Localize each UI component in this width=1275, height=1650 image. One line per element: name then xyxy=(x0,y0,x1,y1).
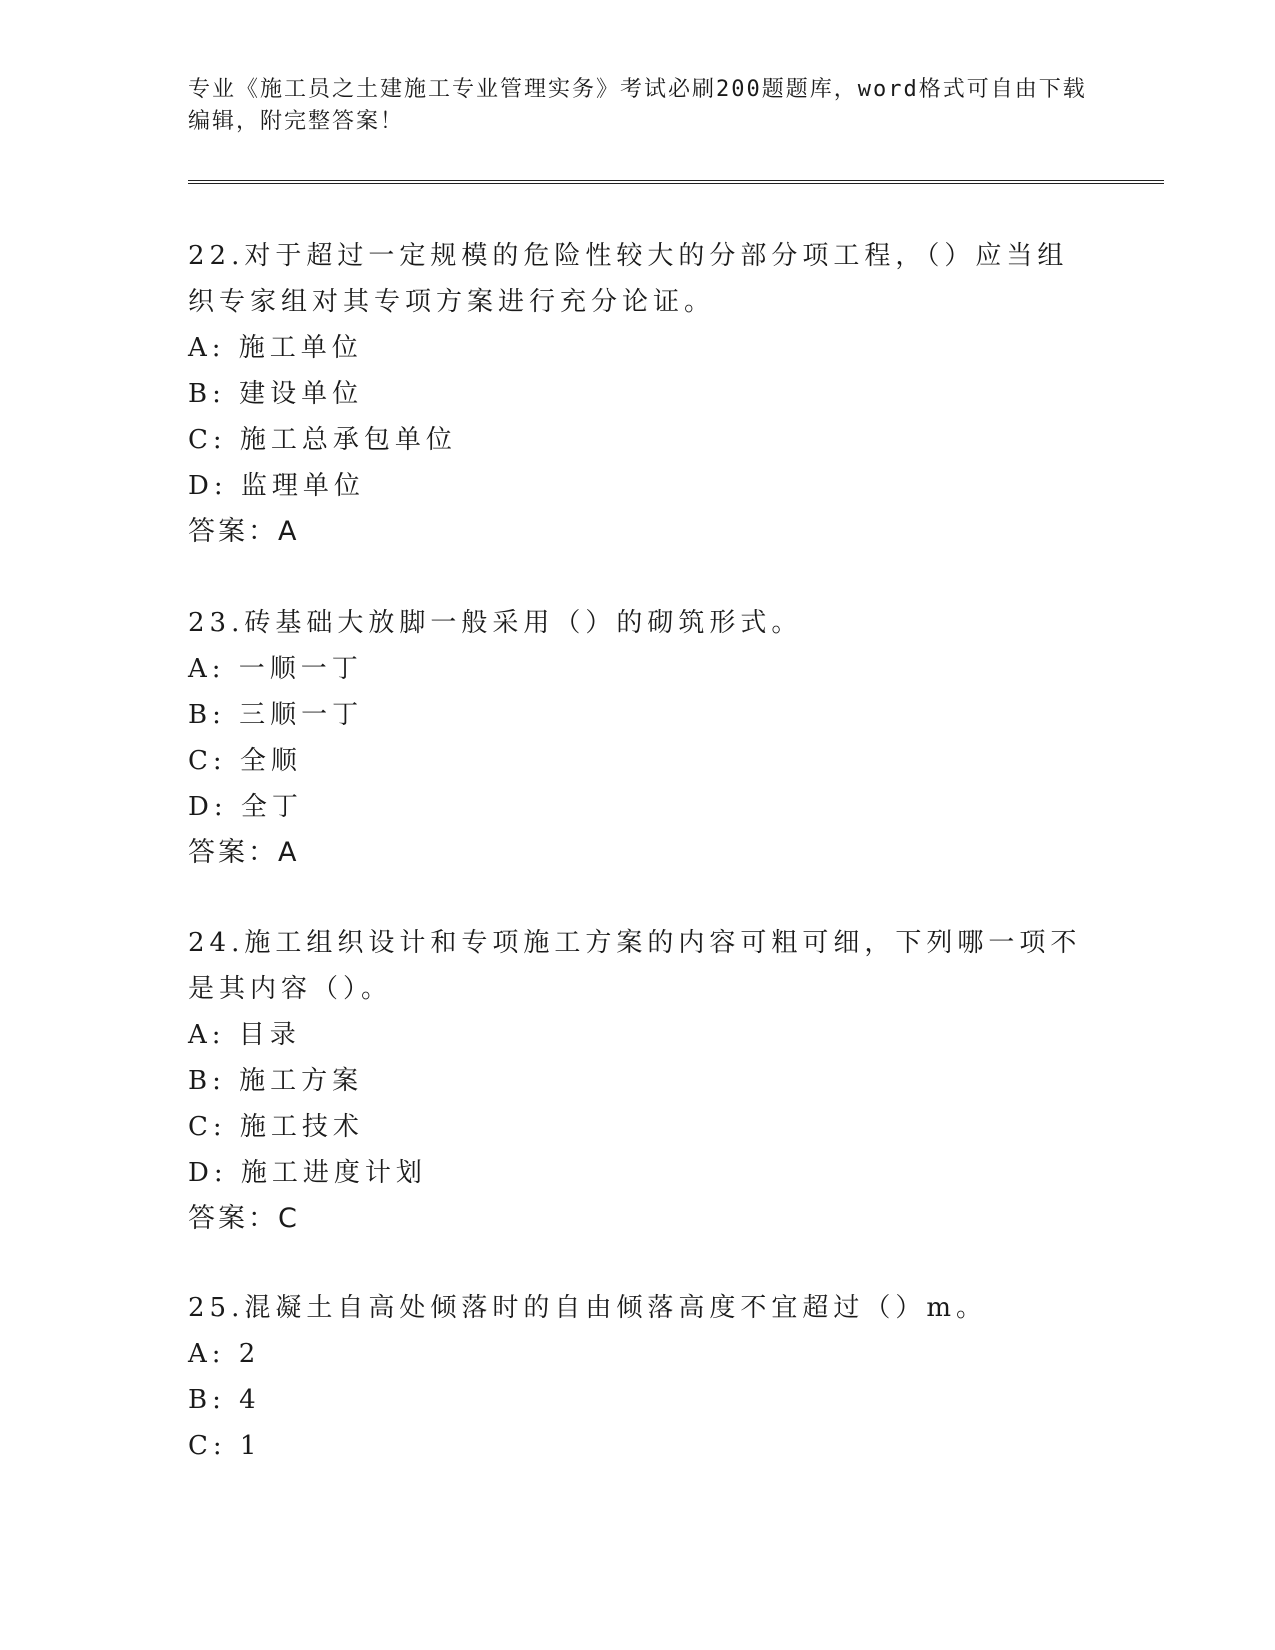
question-23 xyxy=(188,600,1088,876)
option-c: C: 施工总承包单位 xyxy=(188,425,457,455)
option-b: B: 建设单位 xyxy=(188,379,364,409)
question-stem: 23.砖基础大放脚一般采用（）的砌筑形式。 xyxy=(188,608,803,638)
option-b: B: 4 xyxy=(188,1385,261,1415)
option-a: A: 一顺一丁 xyxy=(188,654,363,684)
option-d: D: 监理单位 xyxy=(188,471,365,501)
question-25 xyxy=(188,1285,1088,1469)
question-22 xyxy=(188,233,1088,555)
question-24 xyxy=(188,920,1088,1242)
answer: 答案：A xyxy=(188,516,300,547)
option-b: B: 施工方案 xyxy=(188,1066,364,1096)
question-stem: 25.混凝土自高处倾落时的自由倾落高度不宜超过（）m。 xyxy=(188,1293,988,1323)
answer: 答案：C xyxy=(188,1203,300,1234)
answer: 答案：A xyxy=(188,837,300,868)
option-a: A: 施工单位 xyxy=(188,333,363,363)
option-a: A: 2 xyxy=(188,1339,261,1369)
option-a: A: 目录 xyxy=(188,1020,301,1050)
option-c: C: 施工技术 xyxy=(188,1112,364,1142)
option-c: C: 1 xyxy=(188,1431,262,1461)
question-stem: 22.对于超过一定规模的危险性较大的分部分项工程，（）应当组织专家组对其专项方案进行充分论证。 xyxy=(188,241,1069,317)
option-b: B: 三顺一丁 xyxy=(188,700,364,730)
question-stem: 24.施工组织设计和专项施工方案的内容可粗可细，下列哪一项不是其内容（）。 xyxy=(188,928,1082,1004)
header-divider xyxy=(188,180,1164,184)
document-header: 专业《施工员之土建施工专业管理实务》考试必刷200题题库，word格式可自由下载编辑，附完整答案！ xyxy=(188,77,1087,134)
option-d: D: 施工进度计划 xyxy=(188,1158,427,1188)
option-d: D: 全丁 xyxy=(188,792,303,822)
option-c: C: 全顺 xyxy=(188,746,302,776)
